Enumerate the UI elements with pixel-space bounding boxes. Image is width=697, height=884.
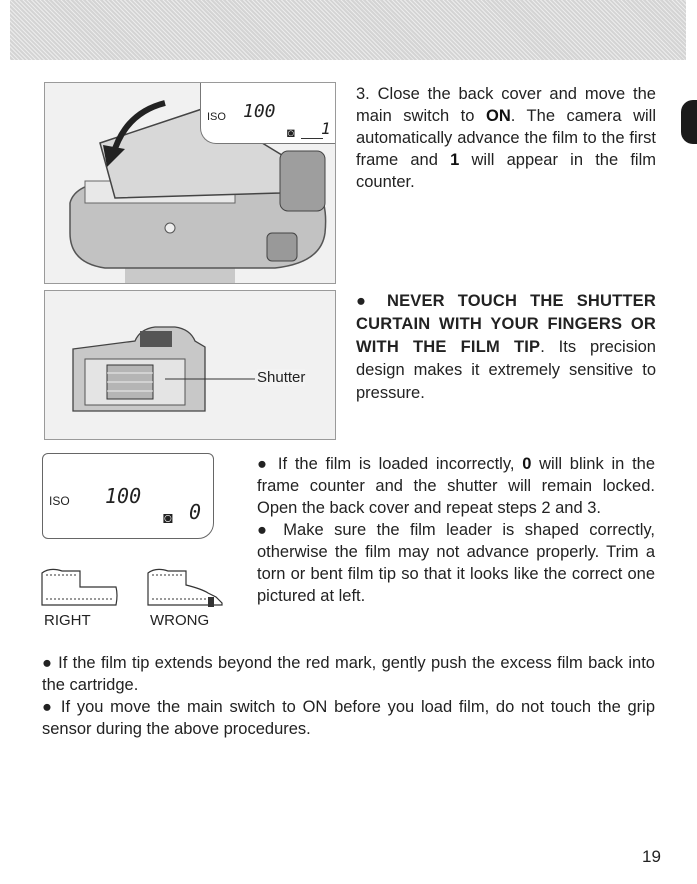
lcd-iso-label: ISO: [49, 494, 70, 508]
step-3-pre: 3. Close the back cover and move the main switch to: [356, 85, 656, 125]
leader-note-text: Make sure the film leader is shaped correctly, otherwise the film may not advance properly. Trim a torn or bent film tip so that it looks like the correct one pictured at left.: [257, 521, 656, 605]
step-3-post: will appear in the film counter.: [356, 151, 657, 191]
figure-shutter-curtain: [44, 290, 336, 440]
grip-sensor-note: [42, 696, 655, 740]
step-3-text: [356, 83, 656, 193]
note-bullet: ●: [257, 521, 273, 539]
lcd-panel-incorrect: [42, 453, 214, 539]
lcd-iso-value: 100: [243, 101, 276, 122]
grip-sensor-note-text: If you move the main switch to ON before you load film, do not touch the grip sensor during the above procedures.: [42, 698, 656, 738]
lcd-frame-counter: 1: [321, 119, 331, 138]
film-leader-note: [257, 519, 655, 607]
warning-body: . Its precision design makes it extremely sensitive to pressure.: [356, 338, 656, 402]
lcd-panel: [200, 83, 335, 144]
film-tip-wrong: [146, 565, 226, 607]
film-cartridge-icon: ◙: [287, 125, 295, 140]
red-mark-note-text: If the film tip extends beyond the red mark, gently push the excess film back into the cartridge.: [42, 654, 655, 694]
warning-bullet: ●: [356, 292, 375, 310]
film-tip-right: [40, 565, 120, 607]
shutter-label: Shutter: [257, 369, 306, 386]
film-tip-right-label: RIGHT: [44, 612, 91, 629]
film-cartridge-icon: ◙: [163, 510, 173, 527]
step-3-mid: . The camera will automatically advance the film to the first frame and: [356, 107, 656, 169]
note-bullet: ●: [42, 654, 53, 672]
step-3-frame-number: 1: [450, 151, 460, 169]
counter-underline: [301, 138, 323, 139]
incorrect-loading-note: [257, 453, 655, 519]
incorrect-note-pre: If the film is loaded incorrectly,: [277, 455, 523, 473]
warning-heading: NEVER TOUCH THE SHUTTER CURTAIN WITH YOUR FINGERS OR WITH THE FILM TIP: [356, 292, 657, 356]
camera-illustration-2: [45, 291, 335, 439]
incorrect-note-post: will blink in the frame counter and the shutter will remain locked. Open the back cover and repeat steps 2 and 3.: [257, 455, 656, 517]
header-band: [10, 0, 686, 60]
lcd-iso-value: 100: [105, 484, 142, 508]
note-bullet: ●: [257, 455, 271, 473]
incorrect-note-zero: 0: [522, 455, 532, 473]
lcd-frame-counter-blinking: 0: [189, 500, 202, 524]
page-number: 19: [642, 847, 661, 866]
section-tab-marker: [681, 100, 697, 144]
red-mark-note: [42, 652, 655, 696]
lcd-iso-label: ISO: [207, 111, 226, 123]
film-tip-wrong-label: WRONG: [150, 612, 210, 629]
step-3-on: ON: [485, 107, 511, 125]
note-bullet: ●: [42, 698, 55, 716]
figure-close-back-cover: [44, 82, 336, 284]
shutter-warning: [356, 290, 656, 405]
